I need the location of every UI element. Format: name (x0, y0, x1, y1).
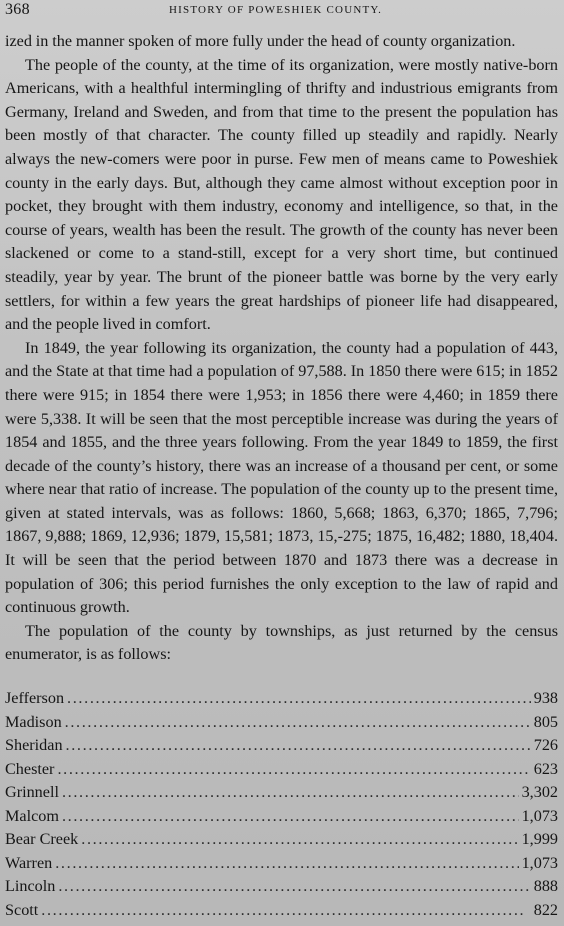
table-row (5, 875, 558, 899)
dot-leader (65, 711, 531, 735)
township-name: Malcom (5, 806, 59, 825)
township-population: 938 (533, 689, 558, 708)
dot-leader (41, 899, 530, 923)
township-population: 1,073 (521, 853, 558, 872)
page-number: 368 (5, 1, 30, 18)
township-name: Sheridan (5, 736, 63, 755)
paragraph-people: The people of the county, at the time of its organization, were mostly native-born Americans, with a healthful intermingling of thrifty and industrious emigrants from Germany, Ireland and Sweden, and from that time to the present the population has been mostly of that character. The county filled up steadily and rapidly. Nearly always the new-comers were poor in purse. Few men of means came to Poweshiek county in the early days. But, although they came almost without exception poor in pocket, they brought with them industry, economy and intelligence, so that, in the course of years, wealth has been the result. The growth of the county has never been slackened or come to a stand-still, except for a very short time, but continued steadily, year by year. The brunt of the pioneer battle was borne by the very early settlers, for within a few years the great hardships of pioneer life had disappeared, and the people lived in comfort. (5, 55, 558, 334)
table-row (5, 734, 558, 758)
township-name: Lincoln (5, 877, 56, 896)
dot-leader (67, 687, 531, 711)
table-row (5, 711, 558, 735)
township-population: 805 (533, 712, 558, 731)
township-population: 623 (533, 759, 558, 778)
table-row (5, 828, 558, 852)
table-row (5, 758, 558, 782)
township-population: 1,999 (521, 830, 558, 849)
township-population-table (5, 687, 558, 922)
table-row (5, 899, 558, 923)
table-row (5, 805, 558, 829)
township-population: 3,302 (521, 783, 558, 802)
running-head: HISTORY OF POWESHIEK COUNTY. (169, 4, 383, 16)
dot-leader (81, 828, 518, 852)
township-population: 822 (533, 900, 558, 919)
dot-leader (62, 781, 519, 805)
township-name: Grinnell (5, 783, 59, 802)
table-spacer (5, 667, 558, 687)
township-population: 726 (533, 736, 558, 755)
township-name: Jefferson (5, 689, 65, 708)
township-name: Scott (5, 900, 39, 919)
table-row (5, 852, 558, 876)
dot-leader (62, 805, 519, 829)
township-name: Chester (5, 759, 55, 778)
township-population: 888 (533, 877, 558, 896)
dot-leader (58, 875, 530, 899)
township-name: Warren (5, 853, 53, 872)
dot-leader (57, 758, 530, 782)
paragraph-continued: ized in the manner spoken of more fully under the head of county organization. (5, 32, 516, 50)
paragraph-population-history: In 1849, the year following its organization, the county had a population of 443, and the State at that time had a population of 97,588. In 1850 there were 615; in 1852 there were 915; in 1854 there were 1,953; in 1856 there were 4,460; in 1859 there were 5,338. It will be seen that the most perceptible increase was during the years of 1854 and 1855, and the three years following. From the year 1849 to 1859, the first decade of the county’s history, there was an increase of a thousand per cent, or some where near that ratio of increase. The population of the county up to the present time, given at stated intervals, was as follows: 1860, 5,668; 1863, 6,370; 1865, 7,796; 1867, 9,888; 1869, 12,936; 1879, 15,581; 1873, 15,-275; 1875, 16,482; 1880, 18,404. It will be seen that the period between 1870 and 1873 there was a decrease in population of 306; this period furnishes the only exception to the law of rapid and continuous growth. (5, 338, 558, 617)
township-population: 1,073 (521, 806, 558, 825)
paragraph-townships-intro: The population of the county by townships, as just returned by the census enumerator, is as follows: (5, 621, 558, 664)
table-row (5, 687, 558, 711)
dot-leader (55, 852, 518, 876)
page-header (5, 0, 558, 22)
township-name: Bear Creek (5, 830, 79, 849)
table-row (5, 781, 558, 805)
dot-leader (66, 734, 531, 758)
township-name: Madison (5, 712, 62, 731)
